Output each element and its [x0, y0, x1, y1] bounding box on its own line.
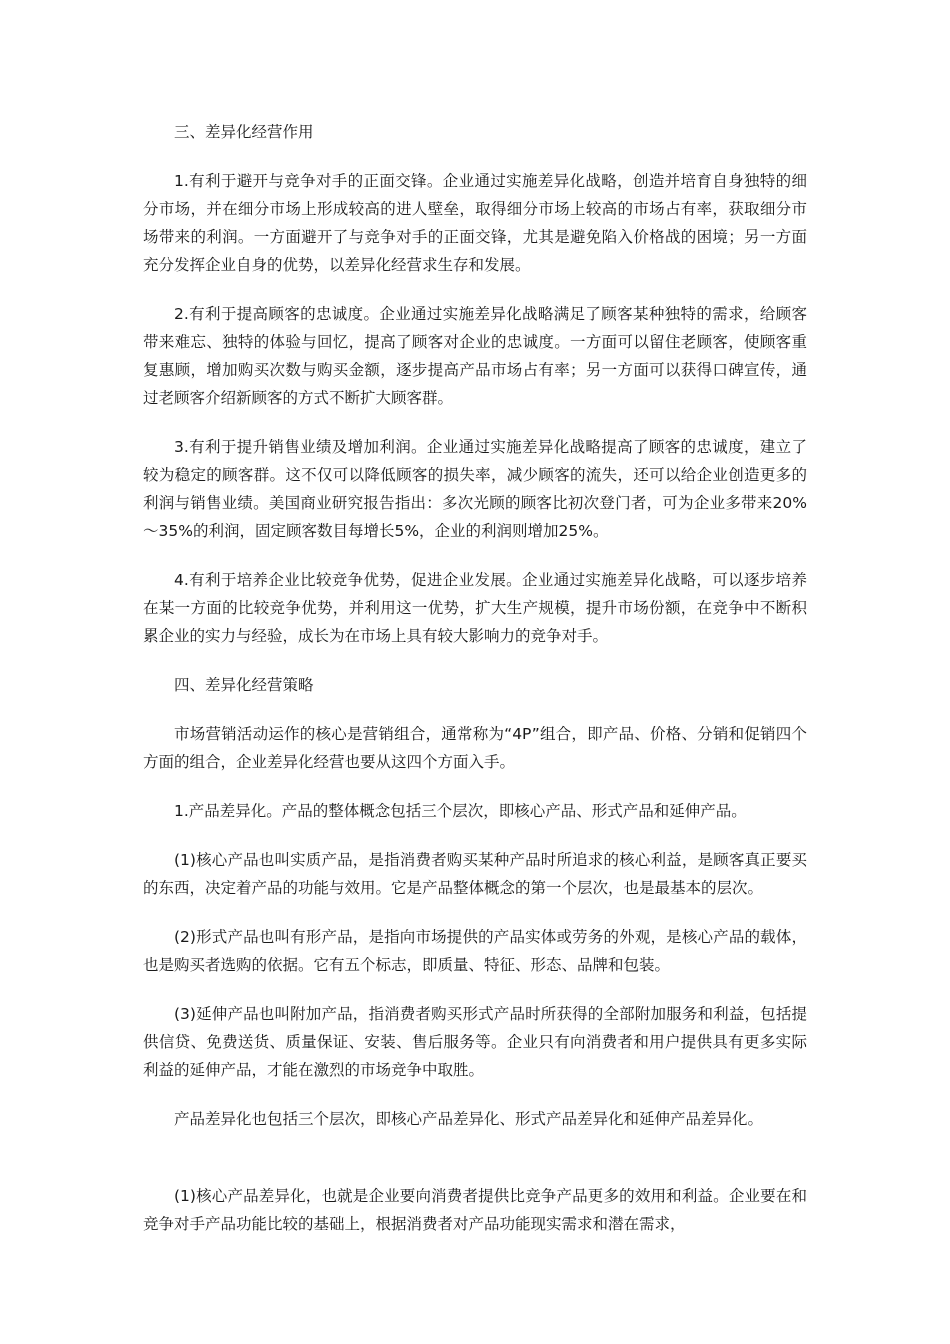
paragraph-customer-loyalty: 2.有利于提高顾客的忠诚度。企业通过实施差异化战略满足了顾客某种独特的需求，给顾客带来难忘、独特的体验与回忆，提高了顾客对企业的忠诚度。一方面可以留住老顾客，使顾客重复惠顾，增加购买次数与购买金额，逐步提高产品市场占有率；另一方面可以获得口碑宣传，通过老顾客介绍新顾客的方式不断扩大顾客群。	[143, 305, 807, 407]
paragraph-sales-profit: 3.有利于提升销售业绩及增加利润。企业通过实施差异化战略提高了顾客的忠诚度，建立了较为稳定的顾客群。这不仅可以降低顾客的损失率，减少顾客的流失，还可以给企业创造更多的利润与销售业绩。美国商业研究报告指出：多次光顾的顾客比初次登门者，可为企业多带来20%～35%的利润，固定顾客数目每增长5%，企业的利润则增加25%。	[143, 438, 807, 540]
paragraph-core-product: (1)核心产品也叫实质产品，是指消费者购买某种产品时所追求的核心利益，是顾客真正要买的东西，决定着产品的功能与效用。它是产品整体概念的第一个层次，也是最基本的层次。	[143, 851, 807, 897]
document-page	[143, 118, 807, 1259]
paragraph-competitive-advantage: 4.有利于培养企业比较竞争优势，促进企业发展。企业通过实施差异化战略，可以逐步培养在某一方面的比较竞争优势，并利用这一优势，扩大生产规模，提升市场份额，在竞争中不断积累企业的实力与经验，成长为在市场上具有较大影响力的竞争对手。	[143, 571, 807, 645]
paragraph-three-levels: 产品差异化也包括三个层次，即核心产品差异化、形式产品差异化和延伸产品差异化。	[174, 1110, 764, 1128]
paragraph-avoid-competition: 1.有利于避开与竞争对手的正面交锋。企业通过实施差异化战略，创造并培育自身独特的细分市场，并在细分市场上形成较高的进人壁垒，取得细分市场上较高的市场占有率，获取细分市场带来的利润。一方面避开了与竞争对手的正面交锋，尤其是避免陷入价格战的困境；另一方面充分发挥企业自身的优势，以差异化经营求生存和发展。	[143, 172, 807, 274]
section-heading-4: 四、差异化经营策略	[174, 676, 314, 694]
paragraph-product-differentiation: 1.产品差异化。产品的整体概念包括三个层次，即核心产品、形式产品和延伸产品。	[174, 802, 747, 820]
paragraph-core-differentiation: (1)核心产品差异化，也就是企业要向消费者提供比竞争产品更多的效用和利益。企业要在和竞争对手产品功能比较的基础上，根据消费者对产品功能现实需求和潜在需求，	[143, 1187, 807, 1233]
section-heading-3: 三、差异化经营作用	[174, 123, 314, 141]
paragraph-formal-product: (2)形式产品也叫有形产品，是指向市场提供的产品实体或劳务的外观，是核心产品的载体，也是购买者选购的依据。它有五个标志，即质量、特征、形态、品牌和包装。	[143, 928, 807, 974]
paragraph-4p-intro: 市场营销活动运作的核心是营销组合，通常称为“4P”组合，即产品、价格、分销和促销四个方面的组合，企业差异化经营也要从这四个方面入手。	[143, 725, 807, 771]
paragraph-extended-product: (3)延伸产品也叫附加产品，指消费者购买形式产品时所获得的全部附加服务和利益，包括提供信贷、免费送货、质量保证、安装、售后服务等。企业只有向消费者和用户提供具有更多实际利益的延伸产品，才能在激烈的市场竞争中取胜。	[143, 1005, 807, 1079]
